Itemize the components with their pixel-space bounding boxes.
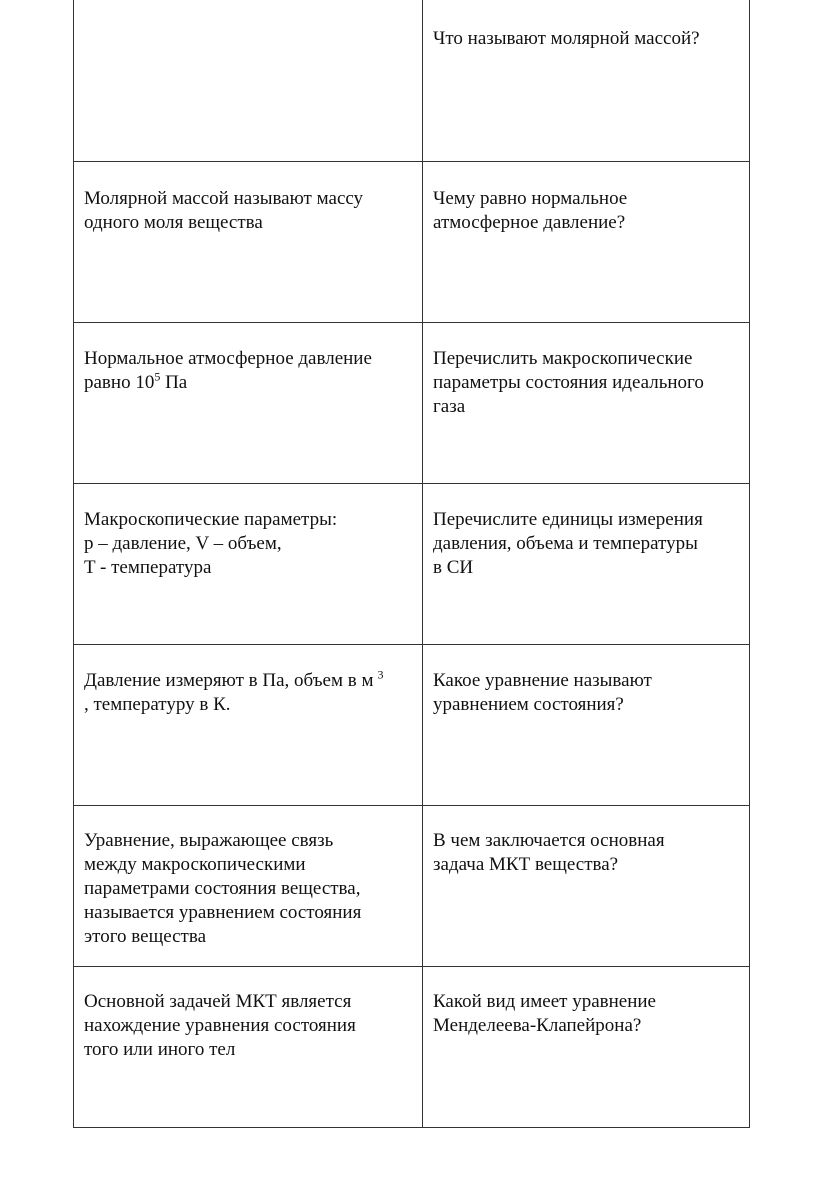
answer-text: p – давление, V – объем,	[84, 532, 282, 554]
question-text: Какое уравнение называют	[433, 669, 652, 691]
answer-cell	[74, 322, 423, 483]
answer-cell	[74, 161, 423, 322]
answer-text: Основной задачей МКТ является	[84, 990, 352, 1012]
answer-cell	[74, 483, 423, 644]
answer-text: Па	[160, 371, 188, 393]
question-text: Перечислите единицы измерения	[433, 508, 703, 530]
answer-text: одного моля вещества	[84, 211, 263, 233]
table-row	[74, 644, 750, 805]
answer-text: Макроскопические параметры:	[84, 508, 338, 530]
answer-text: того или иного тел	[84, 1038, 236, 1060]
answer-text: между макроскопическими	[84, 853, 306, 875]
question-text: в СИ	[433, 556, 474, 578]
question-cell	[423, 483, 750, 644]
table-row	[74, 966, 750, 1127]
question-cell	[423, 322, 750, 483]
question-cell	[423, 805, 750, 966]
question-cell	[423, 161, 750, 322]
answer-text: параметрами состояния вещества,	[84, 877, 361, 899]
answer-cell	[74, 805, 423, 966]
answer-cell	[74, 644, 423, 805]
answer-text: этого вещества	[84, 925, 206, 947]
question-text: Что называют молярной массой?	[433, 28, 700, 49]
answer-cell	[74, 966, 423, 1127]
table-row	[74, 161, 750, 322]
table-row	[74, 0, 750, 161]
question-cell	[423, 644, 750, 805]
question-text: газа	[433, 395, 466, 417]
flashcard-table	[73, 0, 750, 1128]
answer-text-with-exponent	[84, 669, 412, 693]
answer-cell	[74, 0, 423, 161]
question-text: задача МКТ вещества?	[433, 853, 619, 875]
exponent: 3	[377, 667, 384, 682]
question-text: Какой вид имеет уравнение	[433, 990, 656, 1012]
answer-text: Давление измеряют в Па, объем в м	[84, 669, 374, 691]
question-text: уравнением состояния?	[433, 693, 624, 715]
table-row	[74, 805, 750, 966]
question-text: Перечислить макроскопические	[433, 347, 693, 369]
answer-text: нахождение уравнения состояния	[84, 1014, 356, 1036]
exponent: 5	[154, 369, 161, 384]
question-cell	[423, 0, 750, 161]
answer-text: называется уравнением состояния	[84, 901, 362, 923]
question-text: Менделеева-Клапейрона?	[433, 1014, 642, 1036]
question-text: параметры состояния идеального	[433, 371, 704, 393]
question-text: Чему равно нормальное	[433, 187, 628, 209]
answer-text: равно 10	[84, 371, 155, 393]
table-row	[74, 483, 750, 644]
answer-text: Уравнение, выражающее связь	[84, 829, 334, 851]
question-text: давления, объема и температуры	[433, 532, 698, 554]
answer-text: Нормальное атмосферное давление	[84, 347, 372, 369]
question-text: атмосферное давление?	[433, 211, 626, 233]
answer-text: T - температура	[84, 556, 212, 578]
table-row	[74, 322, 750, 483]
answer-text: , температуру в К.	[84, 693, 231, 715]
answer-text: Молярной массой называют массу	[84, 187, 364, 209]
question-cell	[423, 966, 750, 1127]
question-text: В чем заключается основная	[433, 829, 665, 851]
answer-text-with-exponent	[84, 371, 412, 395]
